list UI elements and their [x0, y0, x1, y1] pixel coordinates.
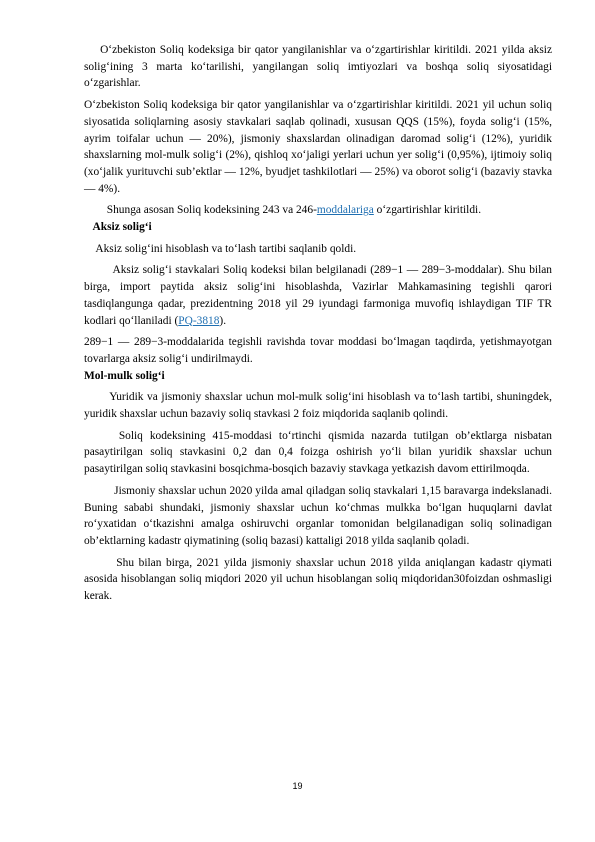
cadastral-value-paragraph: Shu bilan birga, 2021 yilda jismoniy shaxslar uchun 2018 yilda aniqlangan kadastr qiymati asosida hisoblangan soliq miqdori 2020 yil uchun hisoblangan soliq miqdoridan30foizdan oshmasligi kerak. [84, 556, 555, 603]
moddalariga-link[interactable]: moddalariga [316, 204, 374, 217]
excise-rates-text-end: ). [219, 314, 227, 327]
missing-goods-paragraph: 289−1 — 289−3-moddalarida tegishli ravishda tovar moddasi bo‘lmagan taqdirda, yetishmayotgan tovarlarga aksiz solig‘i undirilmaydi. [84, 336, 552, 365]
tax-code-articles-text-end: o‘zgartirishlar kiritildi. [373, 204, 482, 217]
reduced-rate-paragraph: Soliq kodeksining 415-moddasi to‘rtinchi qismida nazarda tutilgan ob’ektlarga nisbatan pasaytirilgan soliq stavkasini 0,2 dan 0,4 foizga oshirish yo‘li bilan yuridik shaxslar uchun pasaytirilgan soliq stavkasini bosqichma-bosqich bazaviy stavkaga yetkazish davom ettirilmoqda. [84, 429, 555, 476]
document-body [84, 42, 555, 605]
excise-order-paragraph: Aksiz solig‘ini hisoblash va to‘lash tartibi saqlanib qoldi. [84, 242, 357, 255]
indexation-paragraph: Jismoniy shaxslar uchun 2020 yilda amal qiladgan soliq stavkalari 1,15 baravarga indekslanadi. Buning sababi shundaki, jismoniy shaxslar uchun ko‘chmas mulkka bo‘lgan huquqlarni davlat ro‘yxatidan o‘tkazishni amalga oshiruvchi organlar tomonidan belgilanadigan soliq solinadigan ob’ektlarning kadastr qiymatining (soliq bazasi) kattaligi 2018 yilda saqlanib qoladi. [84, 484, 555, 547]
tax-rates-paragraph: O‘zbekiston Soliq kodeksiga bir qator yangilanishlar va o‘zgartirishlar kiritildi. 2021 yil uchun soliq siyosatida soliqlarning asosiy stavkalari saqlab qolinadi, xususan QQS (15%), foyda solig‘i (15%, ayrim toifalar uchun — 20%), jismoniy shaxslardan olinadigan daromad solig‘i (12%), yuridik shaxslarning mol-mulk solig‘i (2%), qishloq xo‘jaligi yerlari uchun yer solig‘i (0,95%), ijtimoiy soliq (xo‘jalik yurituvchi sub’ektlar — 12%, byudjet tashkilotlari — 25%) va oborot solig‘i (bazaviy stavka — 4%). [84, 99, 552, 195]
intro-paragraph: O‘zbekiston Soliq kodeksiga bir qator yangilanishlar va o‘zgartirishlar kiritildi. 2021 yilda aksiz solig‘ining 3 marta ko‘tarilishi, yangilangan soliq imtiyozlari va boshqa soliq siyosatidagi o‘zgarishlar. [84, 44, 555, 90]
tax-code-articles-text: Shunga asosan Soliq kodeksining 243 va 246- [84, 204, 317, 217]
excise-rates-paragraph [84, 262, 555, 329]
property-tax-heading: Mol-mulk solig‘i [84, 369, 165, 382]
page-number: 19 [292, 781, 303, 791]
excise-rates-text: Aksiz solig‘i stavkalari Soliq kodeksi bilan belgilanadi (289−1 — 289−3-moddalar). Shu bilan birga, import paytida aksiz solig‘ini hisoblashda, Vazirlar Mahkamasining tegishli qarori tasdiqlangunga qadar, prezidentning 2018 yil 29 iyundagi farmoniga muvofiq ishlaydigan TIF TR kodlari qo‘llaniladi ( [84, 264, 555, 327]
property-tax-order-paragraph: Yuridik va jismoniy shaxslar uchun mol-mulk solig‘ini hisoblash va to‘lash tartibi, shuningdek, yuridik shaxslar uchun bazaviy soliq stavkasi 2 foiz miqdorida saqlanib qolindi. [84, 391, 555, 421]
excise-tax-heading: Aksiz solig‘i [84, 221, 152, 234]
tax-code-articles-paragraph [84, 202, 552, 219]
pq-3818-link[interactable]: PQ-3818 [178, 314, 220, 327]
